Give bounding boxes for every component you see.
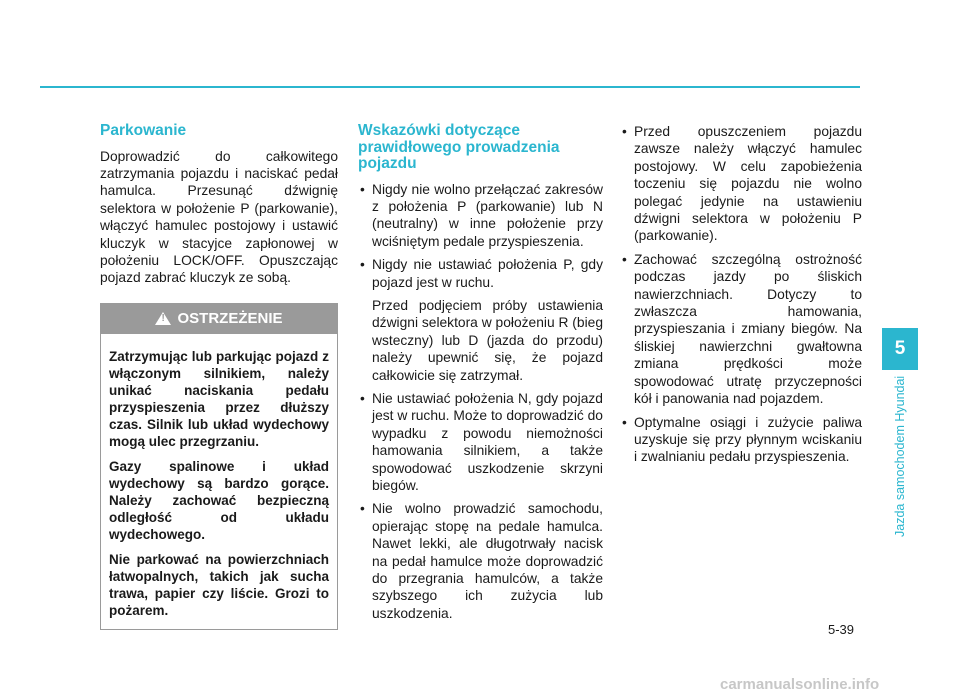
warning-paragraph: Nie parkować na powierzchniach łatwopalnych, takich jak sucha trawa, papier czy liście. Grozi to pożarem. (109, 551, 329, 618)
top-rule (40, 86, 860, 88)
list-item-text: Przed podjęciem próby ustawienia dźwigni selektora w położeniu R (bieg wsteczny) lub D (jazda do przodu) należy upewnić się, że pojazd całkowicie się zatrzymał. (372, 297, 603, 383)
list-item-text: • Nigdy nie wolno przełączać zakresów z położenia P (parkowanie) lub N (neutralny) w inne położenie przy wciśniętym pedale przyspieszenia. (372, 181, 603, 249)
list-item (358, 390, 603, 494)
list-item-text: • Nigdy nie ustawiać położenia P, gdy pojazd jest w ruchu. (372, 257, 603, 290)
driving-tips-list (358, 181, 603, 623)
section-heading-driving-tips: Wskazówki dotyczące prawidłowego prowadzenia pojazdu (358, 122, 560, 172)
list-item (620, 123, 862, 245)
warning-triangle-icon (155, 312, 171, 325)
warning-body (101, 334, 337, 629)
list-item (358, 500, 603, 622)
page-number: 5-39 (828, 622, 855, 637)
warning-title: OSTRZEŻENIE (177, 310, 283, 328)
list-item-text: • Przed opuszczeniem pojazdu zawsze należy włączyć hamulec postojowy. W celu zapobieżenia toczeniu się pojazdu nie wolno polegać jedynie na ustawieniu dźwigni selektora w położeniu P (parkowanie). (634, 124, 862, 244)
list-item-text: • Optymalne osiągi i zużycie paliwa uzyskuje się przy płynnym wciskaniu i zwalnianiu pedału przyspieszenia. (634, 414, 862, 465)
right-tips-list (620, 123, 862, 466)
section-heading-parking: Parkowanie (100, 122, 187, 139)
list-item (620, 251, 862, 408)
list-item (620, 414, 862, 466)
warning-paragraph: Gazy spalinowe i układ wydechowy są bardzo gorące. Należy zachować bezpieczną odległość od układu wydechowego. (109, 458, 329, 542)
left-column (100, 123, 338, 630)
chapter-tab: 5 (882, 328, 918, 370)
watermark: carmanualsonline.info (720, 676, 880, 693)
list-item-text: • Nie wolno prowadzić samochodu, opierając stopę na pedale hamulca. Nawet lekki, ale długotrwały nacisk na pedał hamulce może doprowadzić do przegrania hamulców, a także szybszego ich zużycia lub uszkodzenia. (372, 501, 603, 621)
warning-box (100, 303, 338, 630)
warning-header (101, 304, 337, 334)
chapter-label (890, 376, 910, 556)
chapter-label-text: Jazda samochodem Hyundai (893, 376, 907, 538)
list-item-text: • Zachować szczególną ostrożność podczas jazdy po śliskich nawierzchniach. Dotyczy to zwłaszcza hamowania, przyspieszania i zmiany biegów. Na śliskiej nawierzchni gwałtowna zmiana prędkości może spowodować utratę przyczepności kół i panowania nad pojazdem. (634, 251, 862, 407)
right-column (620, 123, 862, 472)
list-item (358, 256, 603, 384)
parking-paragraph: Doprowadzić do całkowitego zatrzymania pojazdu i naciskać pedał hamulca. Przesunąć dźwignię selektora w położenie P (parkowanie), włączyć hamulec postojowy i ustawić kluczyk w stacyjce zapłonowej w położeniu LOCK/OFF. Opuszczając pojazd zabrać kluczyk ze sobą. (100, 148, 338, 286)
warning-paragraph: Zatrzymując lub parkując pojazd z włączonym silnikiem, należy unikać naciskania pedału przyspieszenia przez dłuższy czas. Silnik lub układ wydechowy mogą ulec przegrzaniu. (109, 348, 329, 449)
list-item (358, 181, 603, 251)
middle-column (358, 123, 603, 628)
list-item-text: • Nie ustawiać położenia N, gdy pojazd jest w ruchu. Może to doprowadzić do wypadku z powodu niemożności hamowania silnikiem, a także spowodować uszkodzenie skrzyni biegów. (372, 390, 603, 493)
